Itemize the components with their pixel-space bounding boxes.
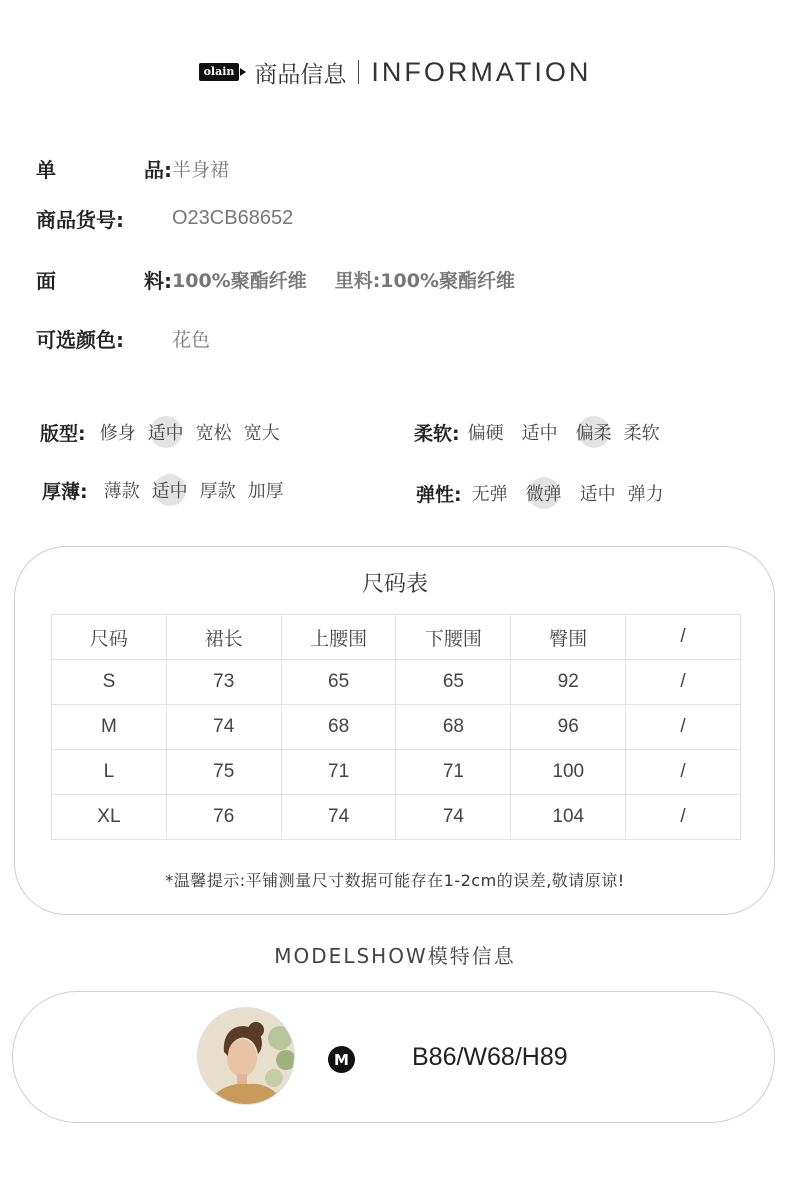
table-cell: / — [626, 750, 741, 795]
item-value: 半身裙 — [172, 158, 230, 181]
table-cell: 74 — [281, 795, 396, 840]
table-header-cell: 裙长 — [166, 615, 281, 660]
attr-thickness — [42, 475, 296, 505]
attr-fit-option: 宽大 — [243, 423, 280, 444]
table-cell: 65 — [281, 660, 396, 705]
attr-fit-option-selected: 适中 — [148, 419, 184, 445]
header-title-en: INFORMATION — [371, 56, 592, 87]
header-title-cn: 商品信息 — [254, 61, 347, 88]
fabric-value: 100%聚酯纤维 — [172, 269, 307, 292]
table-cell: S — [52, 660, 167, 705]
table-cell: 68 — [396, 705, 511, 750]
attr-softness-label: 柔软: — [414, 422, 460, 445]
model-heading: MODELSHOW模特信息 — [274, 944, 516, 968]
attr-softness-option: 柔软 — [623, 423, 660, 444]
table-cell: / — [626, 705, 741, 750]
code-label: 商品货号: — [36, 207, 124, 232]
table-cell: L — [52, 750, 167, 795]
info-row-fabric — [36, 264, 515, 294]
item-label — [36, 154, 172, 183]
attr-thickness-label: 厚薄: — [42, 480, 88, 503]
size-chart-table — [51, 614, 741, 840]
table-row — [52, 660, 741, 705]
item-label-a: 单 — [36, 157, 56, 182]
fabric-label — [36, 265, 172, 294]
lining-value: 里料:100%聚酯纤维 — [334, 269, 515, 292]
color-value: 花色 — [172, 328, 211, 351]
table-header-row — [52, 615, 741, 660]
table-cell: 68 — [281, 705, 396, 750]
attr-elasticity-option: 无弹 — [471, 484, 508, 505]
attr-fit-option: 修身 — [99, 423, 136, 444]
attr-softness-option: 偏硬 — [467, 423, 504, 444]
model-avatar — [197, 1007, 295, 1105]
table-cell: 75 — [166, 750, 281, 795]
table-cell: 76 — [166, 795, 281, 840]
attr-fit — [40, 417, 292, 447]
attr-elasticity-option: 弹力 — [627, 484, 664, 505]
table-cell: 92 — [511, 660, 626, 705]
table-header-cell: 臀围 — [511, 615, 626, 660]
table-cell: 74 — [166, 705, 281, 750]
table-cell: 96 — [511, 705, 626, 750]
header-divider — [358, 60, 359, 84]
table-row — [52, 750, 741, 795]
attr-elasticity-label: 弹性: — [416, 483, 462, 506]
table-header-cell: 下腰围 — [396, 615, 511, 660]
item-label-b: 品: — [144, 157, 172, 182]
table-cell: / — [626, 660, 741, 705]
info-row-color — [36, 323, 210, 353]
attr-elasticity-option: 适中 — [579, 484, 616, 505]
color-label: 可选颜色: — [36, 327, 124, 352]
table-cell: 71 — [281, 750, 396, 795]
model-measurements: B86/W68/H89 — [412, 1043, 568, 1071]
fabric-label-b: 料: — [144, 268, 172, 293]
play-arrow-icon — [240, 68, 246, 76]
measurement-note: *温馨提示:平铺测量尺寸数据可能存在1-2cm的误差,敬请原谅! — [165, 871, 625, 890]
section-header — [0, 52, 790, 92]
table-header-cell: / — [626, 615, 741, 660]
table-cell: 71 — [396, 750, 511, 795]
attr-thickness-option: 加厚 — [247, 481, 284, 502]
brand-logo — [199, 63, 247, 81]
attr-fit-label: 版型: — [40, 422, 86, 445]
table-cell: M — [52, 705, 167, 750]
attr-thickness-option: 薄款 — [103, 481, 140, 502]
model-size-badge: M — [328, 1046, 355, 1073]
attr-elasticity-option-selected: 微弹 — [526, 480, 562, 506]
attr-fit-option: 宽松 — [195, 423, 232, 444]
code-value: O23CB68652 — [172, 206, 294, 229]
table-cell: 74 — [396, 795, 511, 840]
table-row — [52, 705, 741, 750]
table-cell: 104 — [511, 795, 626, 840]
info-row-code — [36, 203, 293, 233]
table-header-cell: 上腰围 — [281, 615, 396, 660]
table-header-cell: 尺码 — [52, 615, 167, 660]
model-avatar-image — [198, 1008, 294, 1104]
table-cell: 73 — [166, 660, 281, 705]
size-chart-title: 尺码表 — [361, 572, 428, 597]
table-cell: 65 — [396, 660, 511, 705]
fabric-label-a: 面 — [36, 268, 56, 293]
table-cell: / — [626, 795, 741, 840]
attr-thickness-option-selected: 适中 — [152, 477, 188, 503]
attr-elasticity — [416, 478, 676, 508]
table-cell: 100 — [511, 750, 626, 795]
attr-softness — [414, 417, 672, 447]
attr-softness-option-selected: 偏柔 — [576, 419, 612, 445]
attr-softness-option: 适中 — [521, 423, 558, 444]
table-row — [52, 795, 741, 840]
brand-logo-text: olain — [199, 63, 240, 81]
info-row-item — [36, 153, 229, 183]
attr-thickness-option: 厚款 — [199, 481, 236, 502]
model-card — [12, 991, 775, 1123]
table-cell: XL — [52, 795, 167, 840]
